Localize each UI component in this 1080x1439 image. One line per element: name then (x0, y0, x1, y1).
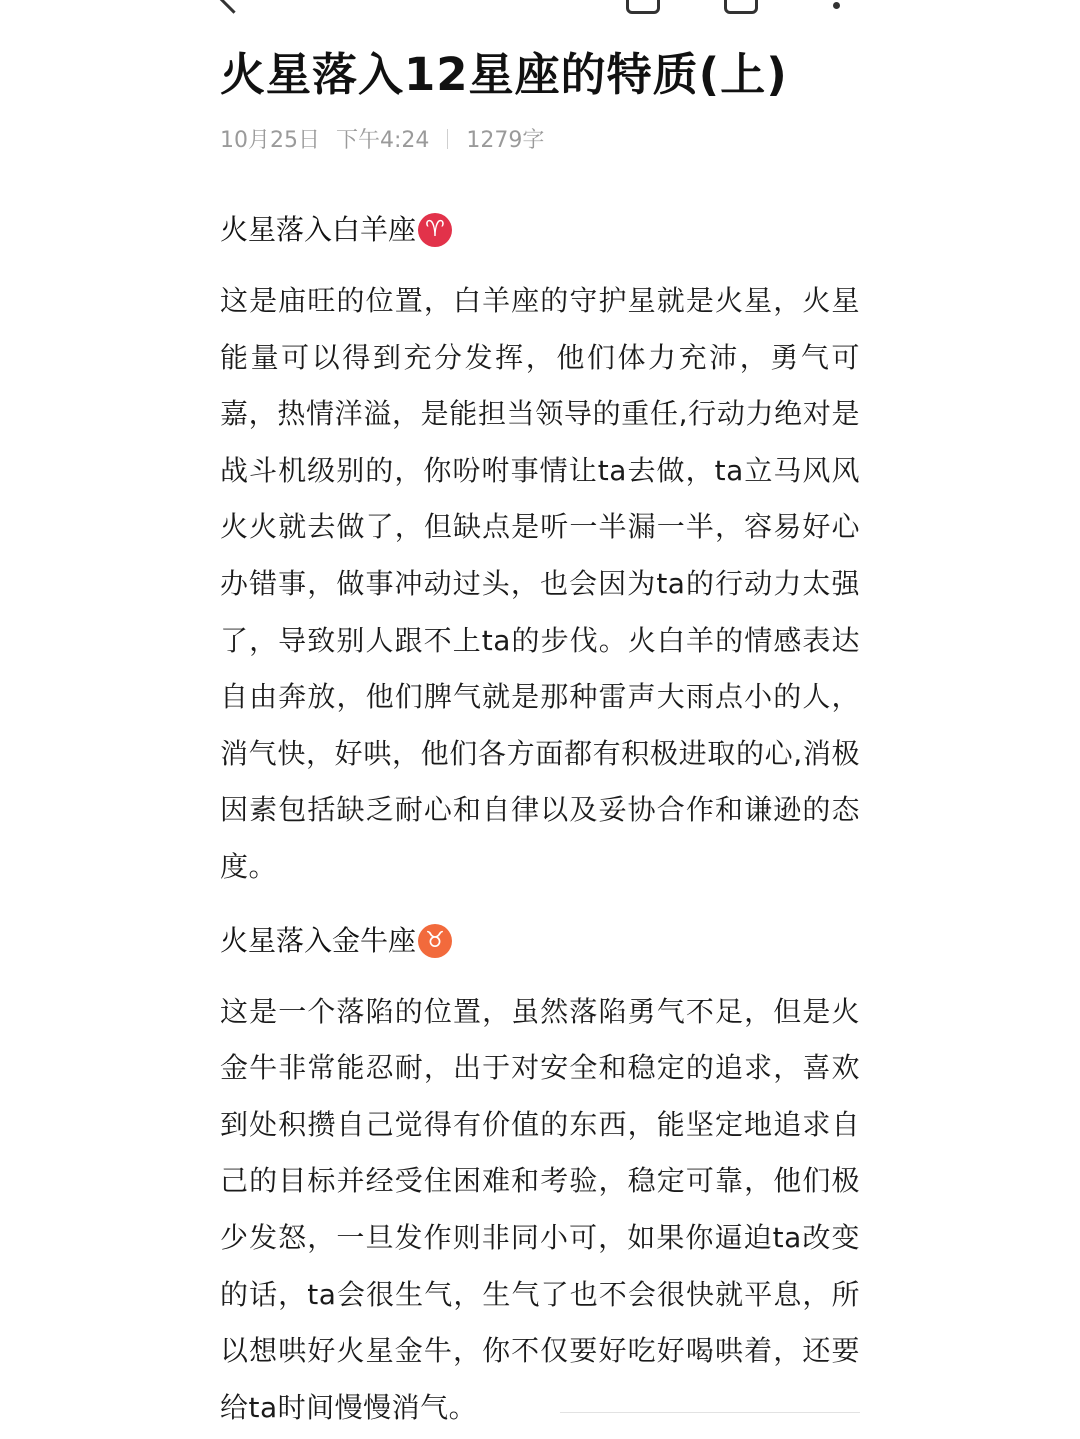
section-heading-taurus (220, 914, 860, 968)
edit-icon[interactable] (724, 0, 758, 14)
taurus-icon: ♉ (418, 924, 452, 958)
section-paragraph-taurus: 这是一个落陷的位置，虽然落陷勇气不足，但是火金牛非常能忍耐，出于对安全和稳定的追求，喜欢到处积攒自己觉得有价值的东西，能坚定地追求自己的目标并经受住困难和考验，稳定可靠，他们极少发怒，一旦发作则非同小可，如果你逼迫ta改变的话，ta会很生气，生气了也不会很快就平息，所以想哄好火星金牛，你不仅要好吃好喝哄着，还要给ta时间慢慢消气。 (220, 994, 860, 1424)
share-icon[interactable] (626, 0, 660, 14)
word-count: 1279字 (466, 128, 545, 153)
back-arrow-icon[interactable] (217, 0, 250, 14)
section-heading-aries (220, 203, 860, 257)
section-heading-text: 火星落入金牛座 (220, 923, 417, 957)
article-time: 下午4:24 (336, 128, 430, 153)
section-heading-text: 火星落入白羊座 (220, 213, 417, 246)
article-meta (220, 123, 544, 154)
article-body[interactable] (220, 203, 860, 1436)
more-options-icon[interactable] (833, 2, 840, 9)
top-toolbar (0, 0, 1080, 14)
page-title: 火星落入12星座的特质(上) (220, 48, 788, 101)
aries-icon: ♈ (418, 213, 452, 247)
article-date: 10月25日 (220, 128, 320, 153)
meta-divider (447, 129, 448, 149)
section-paragraph-aries: 这是庙旺的位置，白羊座的守护星就是火星，火星能量可以得到充分发挥，他们体力充沛，勇气可嘉，热情洋溢，是能担当领导的重任,行动力绝对是战斗机级别的，你吩咐事情让ta去做，ta立马风风火火就去做了，但缺点是听一半漏一半，容易好心办错事，做事冲动过头，也会因为ta的行动力太强了，导致别人跟不上ta的步伐。火白羊的情感表达自由奔放，他们脾气就是那种雷声大雨点小的人，消气快，好哄，他们各方面都有积极进取的心,消极因素包括缺乏耐心和自律以及妥协合作和谦逊的态度。 (220, 284, 860, 883)
bottom-divider (560, 1412, 860, 1413)
